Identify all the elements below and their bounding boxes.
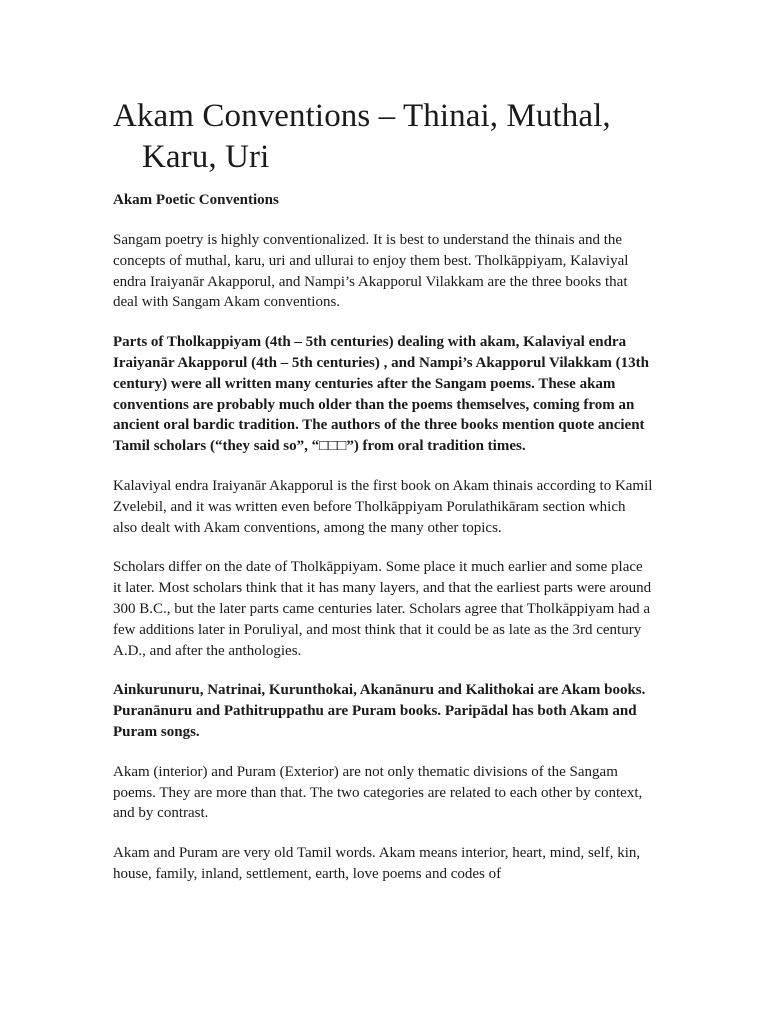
document-page	[113, 96, 653, 885]
paragraph-akam-puram: Akam (interior) and Puram (Exterior) are not only thematic divisions of the Sangam poems. They are more than that. The two categories are related to each other by context, and by contrast.	[113, 763, 643, 822]
paragraph-kalaviyal: Kalaviyal endra Iraiyanār Akapporul is the first book on Akam thinais according to Kamil Zvelebil, and it was written even before Tholkāppiyam Porulathikāram section which also dealt with Akam conventions, among the many other topics.	[113, 477, 653, 536]
paragraph-tholkappiyam-dates: Parts of Tholkappiyam (4th – 5th centuries) dealing with akam, Kalaviyal endra Iraiyanār Akapporul (4th – 5th centuries) , and Nampi’s Akapporul Vilakkam (13th century) were all written many centuries after the Sangam poems. These akam conventions are probably much older than the poems themselves, coming from an ancient oral bardic tradition. The authors of the three books mention quote ancient Tamil scholars (“they said so”, “□□□”) from oral tradition times.	[113, 334, 649, 455]
page-title	[113, 96, 653, 178]
title-line-2: Karu, Uri	[142, 139, 270, 175]
paragraph-akam-books: Ainkurunuru, Natrinai, Kurunthokai, Akanānuru and Kalithokai are Akam books. Puranānuru and Pathitruppathu are Puram books. Paripādal has both Akam and Puram songs.	[113, 682, 646, 740]
section-heading: Akam Poetic Conventions	[113, 192, 279, 208]
title-line-1: Akam Conventions – Thinai, Muthal,	[113, 98, 611, 134]
paragraph-intro: Sangam poetry is highly conventionalized. It is best to understand the thinais and the concepts of muthal, karu, uri and ullurai to enjoy them best. Tholkāppiyam, Kalaviyal endra Iraiyanār Akapporul, and Nampi’s Akapporul Vilakkam are the three books that deal with Sangam Akam conventions.	[113, 232, 629, 311]
paragraph-scholars: Scholars differ on the date of Tholkāppiyam. Some place it much earlier and some place it later. Most scholars think that it has many layers, and that the earliest parts were around 300 B.C., but the later parts came centuries later. Scholars agree that Tholkāppiyam had a few additions later in Poruliyal, and most think that it could be as late as the 3rd century A.D., and after the anthologies.	[113, 559, 652, 659]
paragraph-tamil-words: Akam and Puram are very old Tamil words. Akam means interior, heart, mind, self, kin, house, family, inland, settlement, earth, love poems and codes of	[113, 845, 641, 882]
